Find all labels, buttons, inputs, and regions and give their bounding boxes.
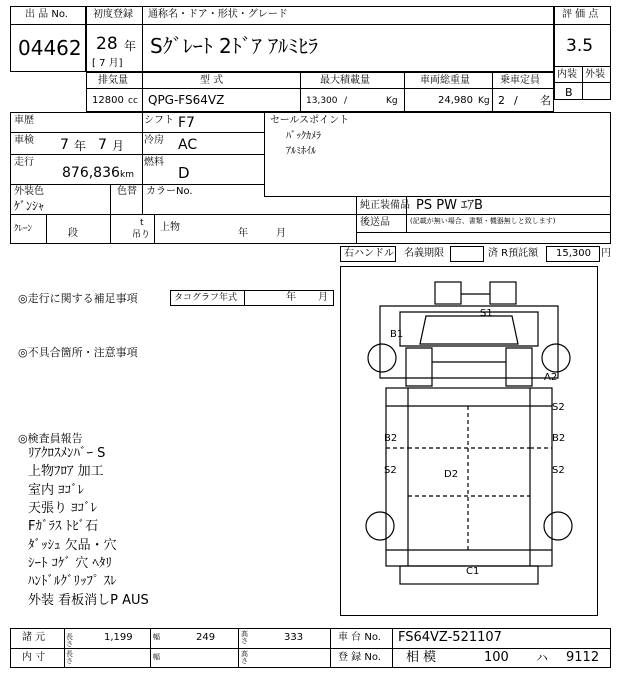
- color-no-label: カラーNo.: [146, 186, 193, 197]
- capacity-label: 乗車定員: [500, 75, 540, 86]
- inspector-item: ﾊﾝﾄﾞﾙｸﾞﾘｯﾌﾟ ｽﾚ: [28, 574, 117, 589]
- height-label: 高さ: [241, 630, 248, 645]
- damage-mark: S2: [384, 465, 397, 476]
- upper-year: 年: [238, 228, 248, 239]
- tacho-year: 年: [286, 292, 296, 303]
- cc-label: 排気量: [98, 75, 128, 86]
- damage-mark: B1: [390, 329, 404, 340]
- inspector-item: ﾀﾞｯｼｭ 欠品・穴: [28, 538, 117, 553]
- score: 3.5: [566, 36, 594, 56]
- load-label: 最大積載量: [320, 75, 370, 86]
- crane-ton: t: [140, 218, 144, 228]
- recycle-value: 15,300: [556, 248, 591, 259]
- inspector-item: 上物ﾌﾛｱ 加工: [28, 464, 104, 479]
- inner-width-label: 幅: [153, 653, 160, 661]
- shift-value: F7: [178, 115, 195, 131]
- registration-year-unit: 年: [124, 39, 137, 53]
- registration-year: 28: [96, 34, 118, 54]
- driving-notes-title: ◎走行に関する補足事項: [18, 292, 138, 305]
- interior-label: 内装: [557, 69, 577, 80]
- registration-number: 9112: [566, 650, 600, 665]
- inner-length-label: 長さ: [66, 650, 73, 665]
- cc-value: 12800: [92, 95, 124, 106]
- capacity-value: 2: [498, 94, 505, 107]
- damage-mark: S2: [552, 402, 565, 413]
- inspection-year: 7: [60, 137, 69, 153]
- mileage-value: 876,836: [62, 165, 120, 181]
- chassis-value: FS64VZ-521107: [398, 630, 502, 645]
- width-value: 249: [196, 632, 216, 643]
- load-value: 13,300: [306, 96, 338, 106]
- inspector-item: 室内 ﾖｺﾞﾚ: [28, 483, 85, 498]
- damage-mark: A2: [544, 372, 558, 383]
- recycle-label: 済 R預託額: [488, 248, 539, 259]
- inspection-month: 7: [98, 137, 107, 153]
- load-separator: /: [344, 96, 348, 106]
- color-change-label: 色替: [117, 186, 137, 197]
- defect-notes-title: ◎不具合箇所・注意事項: [18, 346, 138, 359]
- sales-point-1: ﾊﾞｯｸｶﾒﾗ: [286, 131, 321, 142]
- length-value: 1,199: [104, 632, 133, 643]
- inspector-item: Fｶﾞﾗｽ ﾄﾋﾞ石: [28, 519, 99, 534]
- crane-lift: 吊り: [132, 230, 151, 240]
- damage-mark: B2: [384, 433, 398, 444]
- name-change-box: [450, 246, 484, 262]
- ext-color-label: 外装色: [14, 186, 44, 197]
- damage-mark: B2: [552, 433, 566, 444]
- first-registration-label: 初度登録: [93, 9, 133, 20]
- sales-point-2: ｱﾙﾐﾎｲﾙ: [286, 146, 316, 157]
- tacho-month: 月: [318, 292, 328, 303]
- history-label: 車歴: [14, 115, 34, 126]
- inspector-item: 外装 看板消しP AUS: [28, 593, 149, 608]
- inner-dims-label: 内 寸: [22, 652, 46, 663]
- name-change-label: 名義期限: [404, 248, 444, 259]
- sales-point-label: セールスポイント: [270, 115, 350, 126]
- registration-month: [ 7 月]: [92, 58, 123, 69]
- rhd-label: 右ハンドル: [344, 248, 394, 259]
- weight-unit: Kg: [478, 96, 490, 106]
- lot-label: 出 品 No.: [25, 9, 68, 20]
- inspector-item: 天張り ﾖｺﾞﾚ: [28, 501, 98, 516]
- damage-mark: S2: [552, 465, 565, 476]
- ext-color-value: ｹﾞﾝｼｬ: [14, 199, 45, 213]
- crane-stage: 段: [68, 228, 78, 239]
- model-label: 型 式: [200, 75, 224, 86]
- crane-label: ｸﾚｰﾝ: [14, 224, 33, 234]
- upper-label: 上物: [160, 222, 180, 233]
- mileage-unit: km: [120, 170, 134, 180]
- interior-grade: B: [565, 86, 573, 99]
- equipment-label: 純正装備品: [360, 200, 410, 211]
- model-value: QPG-FS64VZ: [148, 93, 225, 107]
- weight-value: 24,980: [438, 95, 473, 106]
- car-name: Sｸﾞﾚｰﾄ 2ﾄﾞｱ ｱﾙﾐﾋﾗ: [150, 34, 319, 58]
- after-delivery-label: 後送品: [360, 217, 390, 228]
- exterior-label: 外装: [585, 69, 605, 80]
- width-label: 幅: [153, 633, 160, 641]
- load-unit: Kg: [386, 96, 398, 106]
- length-label: 長さ: [66, 633, 73, 648]
- height-value: 333: [284, 632, 304, 643]
- after-delivery-note: (記載が無い場合、書類・機器無しと致します): [410, 217, 556, 225]
- inspector-item: ﾘｱｸﾛｽﾒﾝﾊﾞｰ S: [28, 446, 106, 461]
- ac-label: 冷房: [144, 135, 164, 146]
- inspection-label: 車検: [14, 135, 34, 146]
- inspector-item: ｼｰﾄ ｺｹﾞ 穴 ﾍﾀﾘ: [28, 556, 112, 571]
- inspection-year-unit: 年: [74, 139, 87, 153]
- damage-mark: C1: [466, 566, 480, 577]
- fuel-label: 燃料: [144, 157, 164, 168]
- inspection-month-unit: 月: [112, 139, 125, 153]
- inspector-report-title: ◎検査員報告: [18, 432, 83, 445]
- mileage-label: 走行: [14, 157, 34, 168]
- damage-mark: D2: [444, 469, 459, 480]
- ac-value: AC: [178, 137, 198, 153]
- registration-kana: ハ: [536, 651, 549, 665]
- car-name-label: 通称名・ドア・形状・グレード: [148, 9, 288, 20]
- recycle-unit: 円: [601, 248, 611, 259]
- registration-label: 登 録 No.: [338, 652, 381, 663]
- lot-number: 04462: [18, 36, 82, 60]
- grade-label: 評 価 点: [562, 9, 599, 20]
- fuel-value: D: [178, 164, 190, 182]
- damage-mark: S1: [480, 308, 493, 319]
- chassis-label: 車 台 No.: [338, 632, 381, 643]
- upper-month: 月: [276, 228, 286, 239]
- weight-label: 車両総重量: [420, 75, 470, 86]
- capacity-separator: /: [514, 94, 518, 107]
- shift-label: シフト: [144, 115, 174, 126]
- equipment-value: PS PW ｴｱB: [416, 198, 483, 213]
- cc-unit: cc: [128, 96, 138, 106]
- registration-class: 100: [484, 650, 509, 665]
- dims-label: 諸 元: [22, 632, 46, 643]
- tacho-label: タコグラフ年式: [174, 293, 238, 303]
- inner-height-label: 高さ: [241, 650, 248, 665]
- registration-area: 相 模: [406, 650, 437, 665]
- capacity-unit: 名: [540, 94, 551, 107]
